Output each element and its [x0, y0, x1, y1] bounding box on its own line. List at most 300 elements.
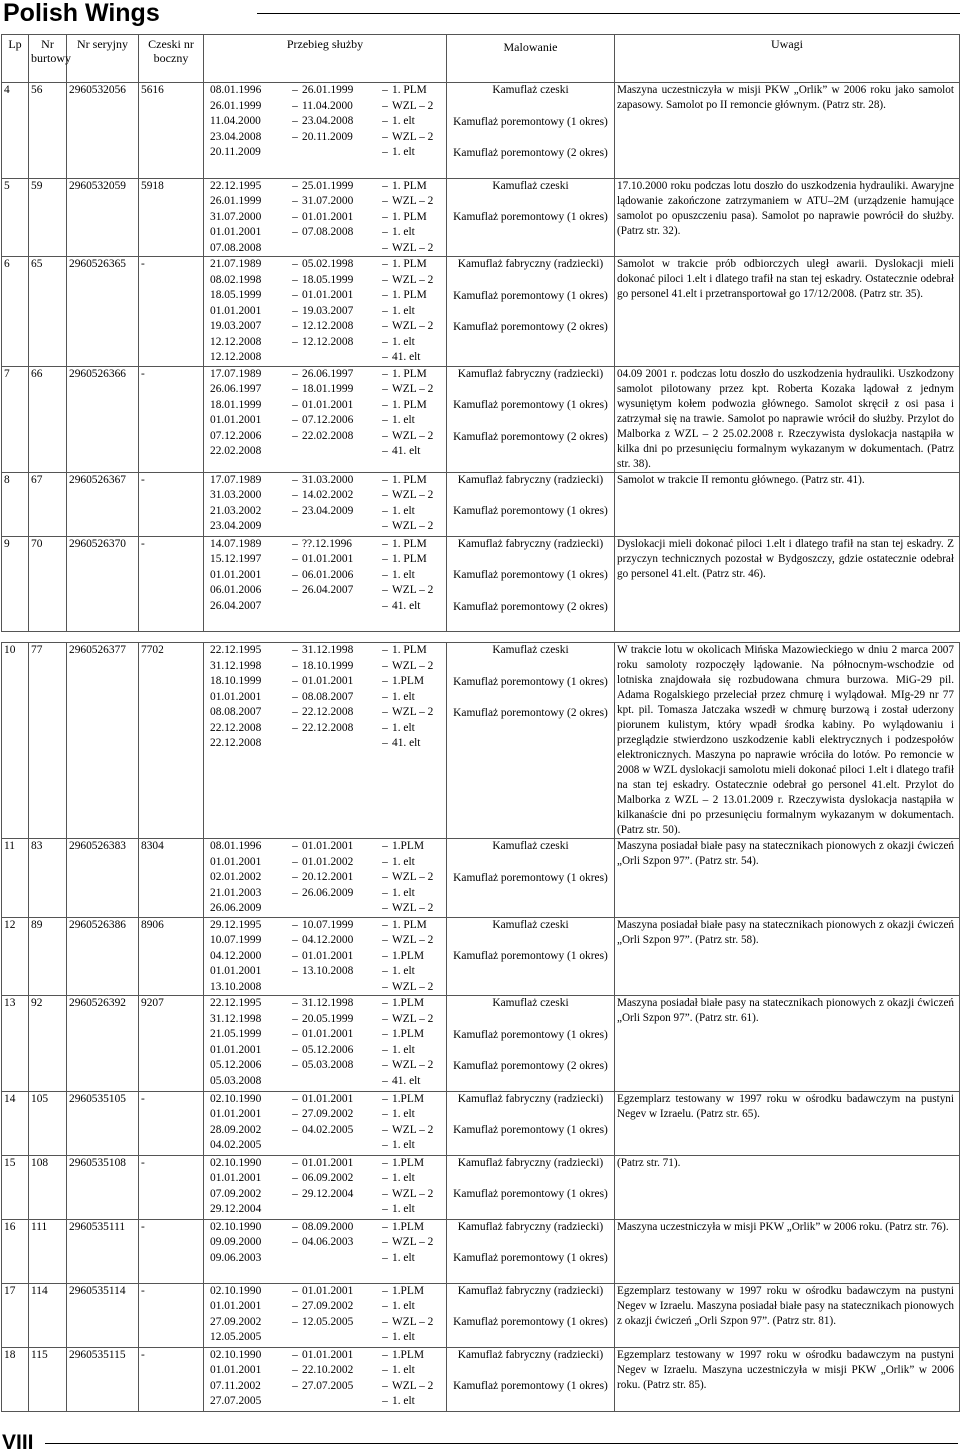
dash-separator: – — [382, 1139, 388, 1151]
unit-label: 1. elt — [392, 1139, 415, 1151]
nr-burtowy-cell: 92 — [29, 996, 67, 1092]
history-entry — [206, 537, 444, 553]
history-entry — [206, 1187, 444, 1203]
table-row — [2, 1283, 960, 1347]
paint-scheme: Kamuflaż fabryczny (radziecki) — [457, 367, 604, 380]
unit-label: 1. elt — [392, 1331, 415, 1343]
dash-separator: – — [382, 840, 388, 852]
paint-scheme: Kamuflaż czeski — [492, 644, 569, 656]
date-to: 29.12.2004 — [302, 1187, 354, 1200]
dash-separator: – — [382, 1236, 388, 1248]
history-entry — [206, 552, 444, 568]
history-entry — [206, 1235, 444, 1251]
unit-label: 1.PLM — [392, 1028, 424, 1040]
history-entry — [206, 241, 444, 257]
date-from: 02.10.1990 — [210, 1284, 262, 1297]
paint-cell — [447, 839, 615, 918]
serial-cell: 2960535115 — [67, 1347, 139, 1411]
dash-separator: – — [382, 398, 388, 411]
unit-label: 1.PLM — [392, 1220, 424, 1233]
date-from: 10.07.1999 — [210, 934, 262, 946]
unit-label: 1. PLM — [392, 553, 427, 565]
date-to: 05.02.1998 — [302, 258, 354, 270]
unit-label: 1. elt — [392, 886, 415, 899]
unit-label: WZL – 2 — [392, 520, 434, 532]
dash-separator: – — [382, 1059, 388, 1071]
unit-label: 1. PLM — [392, 367, 427, 380]
paint-cell — [447, 472, 615, 536]
date-from: 15.12.1997 — [210, 553, 262, 565]
table-row — [2, 178, 960, 257]
unit-label: WZL – 2 — [392, 706, 434, 718]
date-to: 01.01.2001 — [302, 289, 354, 301]
paint-cell — [447, 1155, 615, 1219]
history-entry — [206, 1043, 444, 1059]
unit-label: WZL – 2 — [392, 659, 434, 672]
lp-cell: 5 — [2, 178, 29, 257]
unit-label: WZL – 2 — [392, 1379, 434, 1392]
dash-separator: – — [292, 1043, 298, 1056]
date-from: 26.04.2007 — [210, 599, 262, 612]
dash-separator: – — [292, 210, 298, 223]
lp-cell: 12 — [2, 917, 29, 996]
dash-separator: – — [292, 537, 298, 550]
dash-separator: – — [292, 304, 298, 317]
remarks-cell: W trakcie lotu w okolicach Mińska Mazowieckiego w dniu 2 marca 2007 roku samoloty rozpoczęły lądowanie. Na północnym-wschodzie od lotniska znajdowała się rozbudowana chmura burzowa. MiG-29 pil. Adama Rogalskiego przeleciał przez chmurę i wylądował. MIg-29 nr 77 kpt. pil. Tomasza Jatczaka wszedł w chmurę burzową i został uderzony piorunem kulistym, który wpadł środka kabiny. Po wylądowaniu i przeglądzie stwierdzono uszkodzenie kabli elektrycznych i podzespołów elektronicznych. Maszyna po naprawie wróciła do lotów. Po remoncie w 2008 w WZL dyslokacji samolotu mieli dokonać piloci 1.elt i dlatego trafił na stan tej eskadry. Ostatecznie odebrał go personel 41.elt. Przylot do Malborka z WZL – 2 13.01.2009 r. Rzeczywista dyslokacja nastąpiła w kilkanaście dni po przesunięciu formalnym wykazanym w dokumentach. (Patrz str. 50). — [615, 643, 960, 839]
dash-separator: – — [292, 1379, 298, 1392]
unit-label: WZL – 2 — [392, 130, 434, 143]
date-to: 01.01.2001 — [302, 1284, 354, 1297]
dash-separator: – — [382, 489, 388, 501]
date-from: 04.12.2000 — [210, 949, 262, 962]
date-to: 22.12.2008 — [302, 721, 354, 734]
dash-separator: – — [382, 934, 388, 946]
history-cell — [204, 839, 447, 918]
history-entry — [206, 335, 444, 351]
dash-separator: – — [292, 84, 298, 96]
unit-label: WZL – 2 — [392, 902, 434, 914]
serial-cell: 2960535105 — [67, 1091, 139, 1155]
date-to: 10.07.1999 — [302, 918, 354, 931]
dash-separator: – — [292, 840, 298, 852]
dash-separator: – — [292, 1187, 298, 1200]
date-to: 23.04.2008 — [302, 115, 354, 127]
date-from: 23.04.2009 — [210, 520, 262, 532]
dash-separator: – — [292, 320, 298, 332]
unit-label: WZL – 2 — [392, 1123, 434, 1136]
history-entry — [206, 1107, 444, 1123]
table-row — [2, 1155, 960, 1219]
nr-burtowy-cell: 77 — [29, 643, 67, 839]
history-cell — [204, 366, 447, 472]
date-to: 01.01.2001 — [302, 1092, 354, 1105]
paint-scheme: Kamuflaż poremontowy (1 okres) — [453, 211, 608, 223]
history-entry — [206, 473, 444, 489]
czeski-nr-cell: 5616 — [139, 83, 204, 179]
dash-separator: – — [382, 335, 388, 348]
table-row — [2, 536, 960, 632]
remarks-cell: (Patrz str. 71). — [615, 1155, 960, 1219]
dash-separator: – — [382, 553, 388, 565]
lp-cell: 8 — [2, 472, 29, 536]
date-to: 12.05.2005 — [302, 1315, 354, 1328]
unit-label: 41. elt — [392, 351, 421, 363]
date-from: 08.01.1996 — [210, 840, 262, 852]
dash-separator: – — [292, 721, 298, 734]
paint-scheme: Kamuflaż poremontowy (1 okres) — [453, 289, 608, 302]
history-entry — [206, 643, 444, 659]
history-entry — [206, 599, 444, 615]
dash-separator: – — [382, 383, 388, 395]
unit-label: 1.PLM — [392, 1284, 424, 1297]
dash-separator: – — [382, 568, 388, 581]
unit-label: 1. PLM — [392, 473, 427, 486]
czeski-nr-cell: 8304 — [139, 839, 204, 918]
unit-label: 1. elt — [392, 1251, 415, 1264]
remarks-cell: 04.09 2001 r. podczas lotu doszło do uszkodzenia hydrauliki. Uszkodzony samolot pilotowany przez kpt. Roberta Kozaka lądował z jednym wysuniętym kołem podwozia głównego. Samolot skręcił z osi pasa i zatrzymał się na trawie. Samolot po naprawie wrócił do służby. Przylot do Malborka z WZL – 2 25.02.2008 r. Rzeczywista dyslokacja nastąpiła w kilka dni po przesunięciu formalnym wykazanym w dokumentach. (Patrz str. 38). — [615, 366, 960, 472]
czeski-nr-cell: - — [139, 366, 204, 472]
table-body — [2, 83, 960, 1412]
paint-scheme: Kamuflaż fabryczny (radziecki) — [457, 1220, 604, 1233]
unit-label: 1. elt — [392, 1203, 415, 1215]
lp-cell: 17 — [2, 1283, 29, 1347]
date-to: 27.09.2002 — [302, 1108, 354, 1120]
date-from: 02.01.2002 — [210, 871, 262, 883]
czeski-nr-cell: 7702 — [139, 643, 204, 839]
dash-separator: – — [292, 130, 298, 143]
unit-label: 1.PLM — [392, 1156, 424, 1169]
dash-separator: – — [382, 1331, 388, 1343]
history-entry — [206, 319, 444, 335]
czeski-nr-cell: - — [139, 1219, 204, 1283]
history-entry — [206, 1330, 444, 1346]
paint-scheme: Kamuflaż poremontowy (2 okres) — [453, 321, 608, 333]
unit-label: 1. elt — [392, 115, 415, 127]
history-entry — [206, 568, 444, 584]
unit-label: 41. elt — [392, 599, 421, 612]
remarks-cell: Samolot w trakcie II remontu głównego. (Patrz str. 41). — [615, 472, 960, 536]
dash-separator: – — [292, 1059, 298, 1071]
date-to: 18.10.1999 — [302, 659, 354, 672]
unit-label: WZL – 2 — [392, 489, 434, 501]
date-from: 28.09.2002 — [210, 1123, 262, 1136]
date-from: 12.05.2005 — [210, 1331, 262, 1343]
dash-separator: – — [382, 504, 388, 517]
unit-label: 1. elt — [392, 146, 415, 158]
czeski-nr-cell: - — [139, 1155, 204, 1219]
paint-cell — [447, 1091, 615, 1155]
date-from: 20.11.2009 — [210, 146, 261, 158]
dash-separator: – — [292, 289, 298, 301]
paint-cell — [447, 917, 615, 996]
serial-cell: 2960526370 — [67, 536, 139, 632]
history-entry — [206, 980, 444, 996]
paint-scheme: Kamuflaż fabryczny (radziecki) — [457, 1284, 604, 1297]
date-to: 07.08.2008 — [302, 226, 354, 238]
date-to: 26.04.2007 — [302, 584, 354, 596]
unit-label: WZL – 2 — [392, 195, 434, 207]
unit-label: 1. PLM — [392, 537, 427, 550]
dash-separator: – — [382, 115, 388, 127]
dash-separator: – — [382, 675, 388, 687]
date-from: 21.03.2002 — [210, 504, 262, 517]
dash-separator: – — [382, 304, 388, 317]
date-from: 17.07.1989 — [210, 473, 262, 486]
date-from: 31.12.1998 — [210, 1012, 262, 1025]
dash-separator: – — [382, 520, 388, 532]
date-from: 21.07.1989 — [210, 258, 262, 270]
dash-separator: – — [382, 871, 388, 883]
nr-burtowy-cell: 66 — [29, 366, 67, 472]
dash-separator: – — [292, 1348, 298, 1361]
lp-cell: 7 — [2, 366, 29, 472]
date-from: 01.01.2001 — [210, 1172, 262, 1184]
date-to: 05.12.2006 — [302, 1043, 354, 1056]
dash-separator: – — [382, 414, 388, 426]
date-to: 31.12.1998 — [302, 997, 354, 1009]
history-entry — [206, 964, 444, 980]
date-to: 31.12.1998 — [302, 644, 354, 656]
dash-separator: – — [382, 210, 388, 223]
dash-separator: – — [382, 737, 388, 749]
history-entry — [206, 705, 444, 721]
history-entry — [206, 273, 444, 289]
date-to: 01.01.2001 — [302, 553, 354, 565]
date-to: 18.05.1999 — [302, 273, 354, 286]
date-from: 21.01.2003 — [210, 886, 262, 899]
nr-burtowy-cell: 115 — [29, 1347, 67, 1411]
dash-separator: – — [382, 721, 388, 734]
lp-cell: 4 — [2, 83, 29, 179]
history-entry — [206, 1092, 444, 1108]
history-entry — [206, 1251, 444, 1267]
table-row — [2, 643, 960, 839]
dash-separator: – — [382, 179, 388, 192]
unit-label: WZL – 2 — [392, 1059, 434, 1071]
date-to: 18.01.1999 — [302, 383, 354, 395]
lp-cell: 18 — [2, 1347, 29, 1411]
dash-separator: – — [292, 99, 298, 112]
lp-cell: 16 — [2, 1219, 29, 1283]
history-entry — [206, 933, 444, 949]
date-from: 08.02.1998 — [210, 273, 262, 286]
unit-label: WZL – 2 — [392, 383, 434, 395]
date-from: 14.07.1989 — [210, 537, 262, 550]
date-to: 01.01.2001 — [302, 675, 354, 687]
dash-separator: – — [382, 965, 388, 977]
history-entry — [206, 1058, 444, 1074]
dash-separator: – — [382, 1074, 388, 1087]
dash-separator: – — [292, 706, 298, 718]
dash-separator: – — [292, 934, 298, 946]
dash-separator: – — [382, 1012, 388, 1025]
date-from: 04.02.2005 — [210, 1139, 262, 1151]
date-to: 20.12.2001 — [302, 871, 354, 883]
unit-label: 1. PLM — [392, 289, 427, 301]
dash-separator: – — [292, 367, 298, 380]
dash-separator: – — [382, 1364, 388, 1376]
history-entry — [206, 519, 444, 535]
nr-burtowy-cell: 108 — [29, 1155, 67, 1219]
date-from: 26.01.1999 — [210, 99, 262, 112]
dash-separator: – — [292, 1220, 298, 1233]
date-to: 22.12.2008 — [302, 706, 354, 718]
dash-separator: – — [382, 1203, 388, 1215]
date-to: 22.02.2008 — [302, 429, 354, 442]
paint-cell — [447, 643, 615, 839]
dash-separator: – — [382, 1156, 388, 1169]
unit-label: 1. PLM — [392, 918, 427, 931]
history-entry — [206, 429, 444, 445]
unit-label: 1. PLM — [392, 210, 427, 223]
paint-scheme: Kamuflaż poremontowy (1 okres) — [453, 950, 608, 962]
paint-cell — [447, 257, 615, 367]
history-cell — [204, 643, 447, 839]
unit-label: 41. elt — [392, 737, 421, 749]
dash-separator: – — [382, 99, 388, 112]
history-entry — [206, 350, 444, 366]
history-cell — [204, 472, 447, 536]
date-from: 27.07.2005 — [210, 1395, 262, 1407]
dash-separator: – — [382, 537, 388, 550]
paint-scheme: Kamuflaż poremontowy (1 okres) — [453, 399, 608, 411]
table-row — [2, 996, 960, 1092]
dash-separator: – — [382, 997, 388, 1009]
unit-label: 1. PLM — [392, 644, 427, 656]
dash-separator: – — [382, 1251, 388, 1264]
dash-separator: – — [292, 886, 298, 899]
history-entry — [206, 901, 444, 917]
unit-label: 41. elt — [392, 445, 421, 457]
date-to: 23.04.2009 — [302, 504, 354, 517]
history-entry — [206, 225, 444, 241]
czeski-nr-cell: 9207 — [139, 996, 204, 1092]
table-row — [2, 1219, 960, 1283]
date-from: 22.12.2008 — [210, 737, 262, 749]
dash-separator: – — [382, 473, 388, 486]
unit-label: 1. elt — [392, 335, 415, 348]
dash-separator: – — [382, 1395, 388, 1407]
date-from: 09.09.2000 — [210, 1236, 262, 1248]
date-to: 07.12.2006 — [302, 414, 354, 426]
date-to: 20.11.2009 — [302, 130, 353, 143]
date-from: 22.02.2008 — [210, 445, 262, 457]
dash-separator: – — [382, 949, 388, 962]
history-entry — [206, 1299, 444, 1315]
paint-cell — [447, 536, 615, 632]
dash-separator: – — [292, 179, 298, 192]
history-entry — [206, 1027, 444, 1043]
date-from: 31.07.2000 — [210, 210, 262, 223]
serial-cell: 2960526377 — [67, 643, 139, 839]
date-from: 11.04.2000 — [210, 115, 261, 127]
unit-label: WZL – 2 — [392, 320, 434, 332]
history-entry — [206, 1123, 444, 1139]
dash-separator: – — [382, 351, 388, 363]
nr-burtowy-cell: 70 — [29, 536, 67, 632]
dash-separator: – — [292, 1364, 298, 1376]
nr-burtowy-cell: 67 — [29, 472, 67, 536]
history-entry — [206, 304, 444, 320]
czeski-nr-cell: - — [139, 1347, 204, 1411]
history-entry — [206, 1138, 444, 1154]
dash-separator: – — [382, 1108, 388, 1120]
table-row — [2, 1091, 960, 1155]
serial-cell: 2960526383 — [67, 839, 139, 918]
dash-separator: – — [382, 241, 388, 254]
unit-label: 1.PLM — [392, 1348, 424, 1361]
date-to: 01.01.2001 — [302, 840, 354, 852]
paint-scheme: Kamuflaż poremontowy (2 okres) — [453, 707, 608, 719]
dash-separator: – — [292, 1236, 298, 1248]
unit-label: 41. elt — [392, 1074, 421, 1087]
date-from: 31.12.1998 — [210, 659, 262, 672]
date-from: 09.06.2003 — [210, 1251, 262, 1264]
history-entry — [206, 367, 444, 383]
date-from: 01.01.2001 — [210, 414, 262, 426]
date-from: 06.01.2006 — [210, 584, 262, 596]
date-from: 26.01.1999 — [210, 195, 262, 207]
date-from: 29.12.2004 — [210, 1203, 262, 1215]
date-from: 18.10.1999 — [210, 675, 262, 687]
dash-separator: – — [292, 1172, 298, 1184]
remarks-cell: Egzemplarz testowany w 1997 roku w ośrodku badawczym na pustyni Negev w Izraelu. Maszyna posiadał białe pasy na statecznikach pionowych z okazji ćwiczeń „Orli Szpon 97”. (Patrz str. 81). — [615, 1283, 960, 1347]
dash-separator: – — [382, 84, 388, 96]
date-to: 08.09.2000 — [302, 1220, 354, 1233]
history-entry — [206, 996, 444, 1012]
history-cell — [204, 83, 447, 179]
date-from: 01.01.2001 — [210, 1108, 262, 1120]
date-from: 01.01.2001 — [210, 304, 262, 317]
date-from: 01.01.2001 — [210, 1043, 262, 1056]
date-from: 07.12.2006 — [210, 429, 262, 442]
paint-scheme: Kamuflaż czeski — [492, 997, 569, 1009]
history-cell — [204, 1283, 447, 1347]
history-entry — [206, 1202, 444, 1218]
paint-scheme: Kamuflaż czeski — [492, 179, 569, 192]
dash-separator: – — [382, 289, 388, 301]
unit-label: WZL – 2 — [392, 99, 434, 112]
unit-label: 1. elt — [392, 226, 415, 238]
date-from: 31.03.2000 — [210, 489, 262, 501]
unit-label: 1. elt — [392, 1300, 415, 1312]
dash-separator: – — [382, 599, 388, 612]
nr-burtowy-cell: 114 — [29, 1283, 67, 1347]
date-from: 01.01.2001 — [210, 1364, 262, 1376]
unit-label: 1. elt — [392, 1172, 415, 1184]
table-row — [2, 917, 960, 996]
remarks-cell: Egzemplarz testowany w 1997 roku w ośrodku badawczym na pustyni Negev w Izraelu. Maszyna uczestniczyła w misji PKW „Orlik” w 2006 roku. (Patrz str. 85). — [615, 1347, 960, 1411]
history-entry — [206, 855, 444, 871]
history-entry — [206, 1348, 444, 1364]
dash-separator: – — [292, 997, 298, 1009]
remarks-cell: Maszyna posiadał białe pasy na statecznikach pionowych z okazji ćwiczeń „Orli Szpon 97”. (Patrz str. 61). — [615, 996, 960, 1092]
history-cell — [204, 536, 447, 632]
remarks-cell: Maszyna uczestniczyła w misji PKW „Orlik” w 2006 roku. (Patrz str. 76). — [615, 1219, 960, 1283]
paint-cell — [447, 1219, 615, 1283]
remarks-cell: Dyslokacji mieli dokonać piloci 1.elt i dlatego trafił na stan tej eskadry. Z przyczyn technicznych pozostał w Bydgoszczy, gdzie ostatecznie odebrał go personel 41.elt. (Patrz str. 46). — [615, 536, 960, 632]
history-cell — [204, 1091, 447, 1155]
dash-separator: – — [382, 855, 388, 868]
dash-separator: – — [292, 675, 298, 687]
date-from: 18.05.1999 — [210, 289, 262, 301]
date-from: 05.12.2006 — [210, 1059, 262, 1071]
date-to: 31.03.2000 — [302, 473, 354, 486]
history-entry — [206, 413, 444, 429]
history-entry — [206, 382, 444, 398]
date-to: 01.01.2001 — [302, 398, 354, 411]
date-to: 04.06.2003 — [302, 1236, 354, 1248]
